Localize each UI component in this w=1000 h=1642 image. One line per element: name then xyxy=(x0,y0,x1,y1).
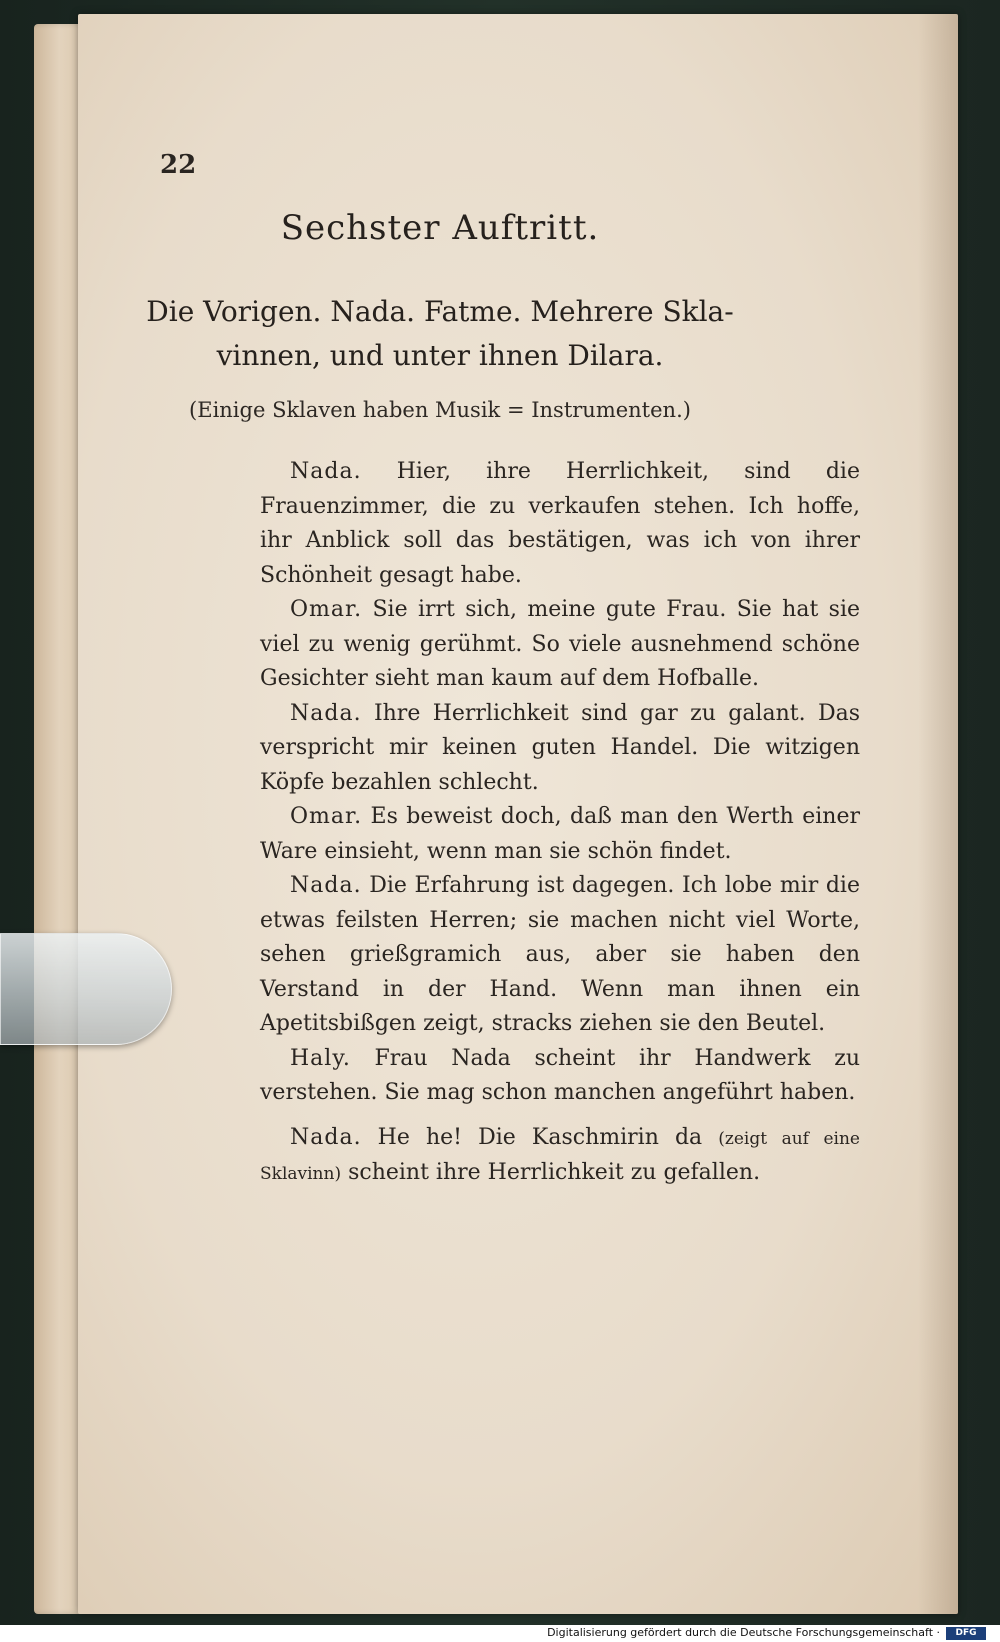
speech-text: scheint ihre Herrlichkeit zu gefallen. xyxy=(348,1160,761,1185)
speech-text: Sie irrt sich, meine gute Frau. Sie hat sie viel zu wenig gerühmt. So viele ausnehmend schöne Gesichter sieht man kaum auf dem Hofballe. xyxy=(260,597,860,691)
stage-direction: (Einige Sklaven haben Musik = Instrumenten.) xyxy=(189,398,691,422)
speech xyxy=(260,1121,860,1192)
speech xyxy=(260,869,860,1042)
scene-title: Sechster Auftritt. xyxy=(280,208,600,248)
speaker-name: Nada. xyxy=(290,1124,362,1150)
speaker-name: Nada. xyxy=(290,700,362,726)
footer-credit: Digitalisierung gefördert durch die Deutsche Forschungsgemeinschaft · xyxy=(547,1626,940,1639)
speaker-name: Haly. xyxy=(290,1045,351,1071)
speech xyxy=(260,697,860,801)
speech-text: Hier, ihre Herrlichkeit, sind die Frauenzimmer, die zu verkaufen stehen. Ich hoffe, ihr Anblick soll das bestätigen, was ich von ihrer Schönheit gesagt habe. xyxy=(260,459,860,588)
speaker-name: Omar. xyxy=(290,597,363,622)
speech-text: Ihre Herrlichkeit sind gar zu galant. Das verspricht mir keinen guten Handel. Die witzigen Köpfe bezahlen schlecht. xyxy=(260,700,860,795)
dfg-logo-icon: DFG xyxy=(946,1627,986,1640)
speaker-name: Nada. xyxy=(290,873,362,898)
page-gutter-shadow xyxy=(918,14,958,1614)
page-number: 22 xyxy=(160,150,197,180)
speaker-name: Nada. xyxy=(290,459,362,484)
cast-line: Die Vorigen. Nada. Fatme. Mehrere Skla- xyxy=(146,295,734,328)
speech xyxy=(260,1042,860,1111)
speech-text: He he! Die Kaschmirin da xyxy=(377,1124,703,1150)
cast-list xyxy=(0,290,880,378)
speaker-name: Omar. xyxy=(290,804,363,829)
speech-text: Es beweist doch, daß man den Werth einer Ware einsieht, wenn man sie schön findet. xyxy=(260,804,861,864)
speech xyxy=(260,800,860,869)
cast-line: vinnen, und unter ihnen Dilara. xyxy=(216,339,664,372)
dialogue-block xyxy=(260,455,860,1192)
speech-text: Die Erfahrung ist dagegen. Ich lobe mir die etwas feilsten Herren; sie machen nicht viel Worte, sehen grießgramich aus, aber sie haben den Verstand in der Hand. Wenn man ihnen ein Apetitsbißgen zeigt, stracks ziehen sie den Beutel. xyxy=(260,873,860,1036)
glass-page-clip xyxy=(0,933,172,1045)
inline-stage-direction: (zeigt auf eine Sklavinn) xyxy=(260,1128,860,1184)
speech-text: Frau Nada scheint ihr Handwerk zu verstehen. Sie mag schon manchen angeführt haben. xyxy=(260,1045,860,1105)
speech xyxy=(260,593,860,697)
speech xyxy=(260,455,860,593)
